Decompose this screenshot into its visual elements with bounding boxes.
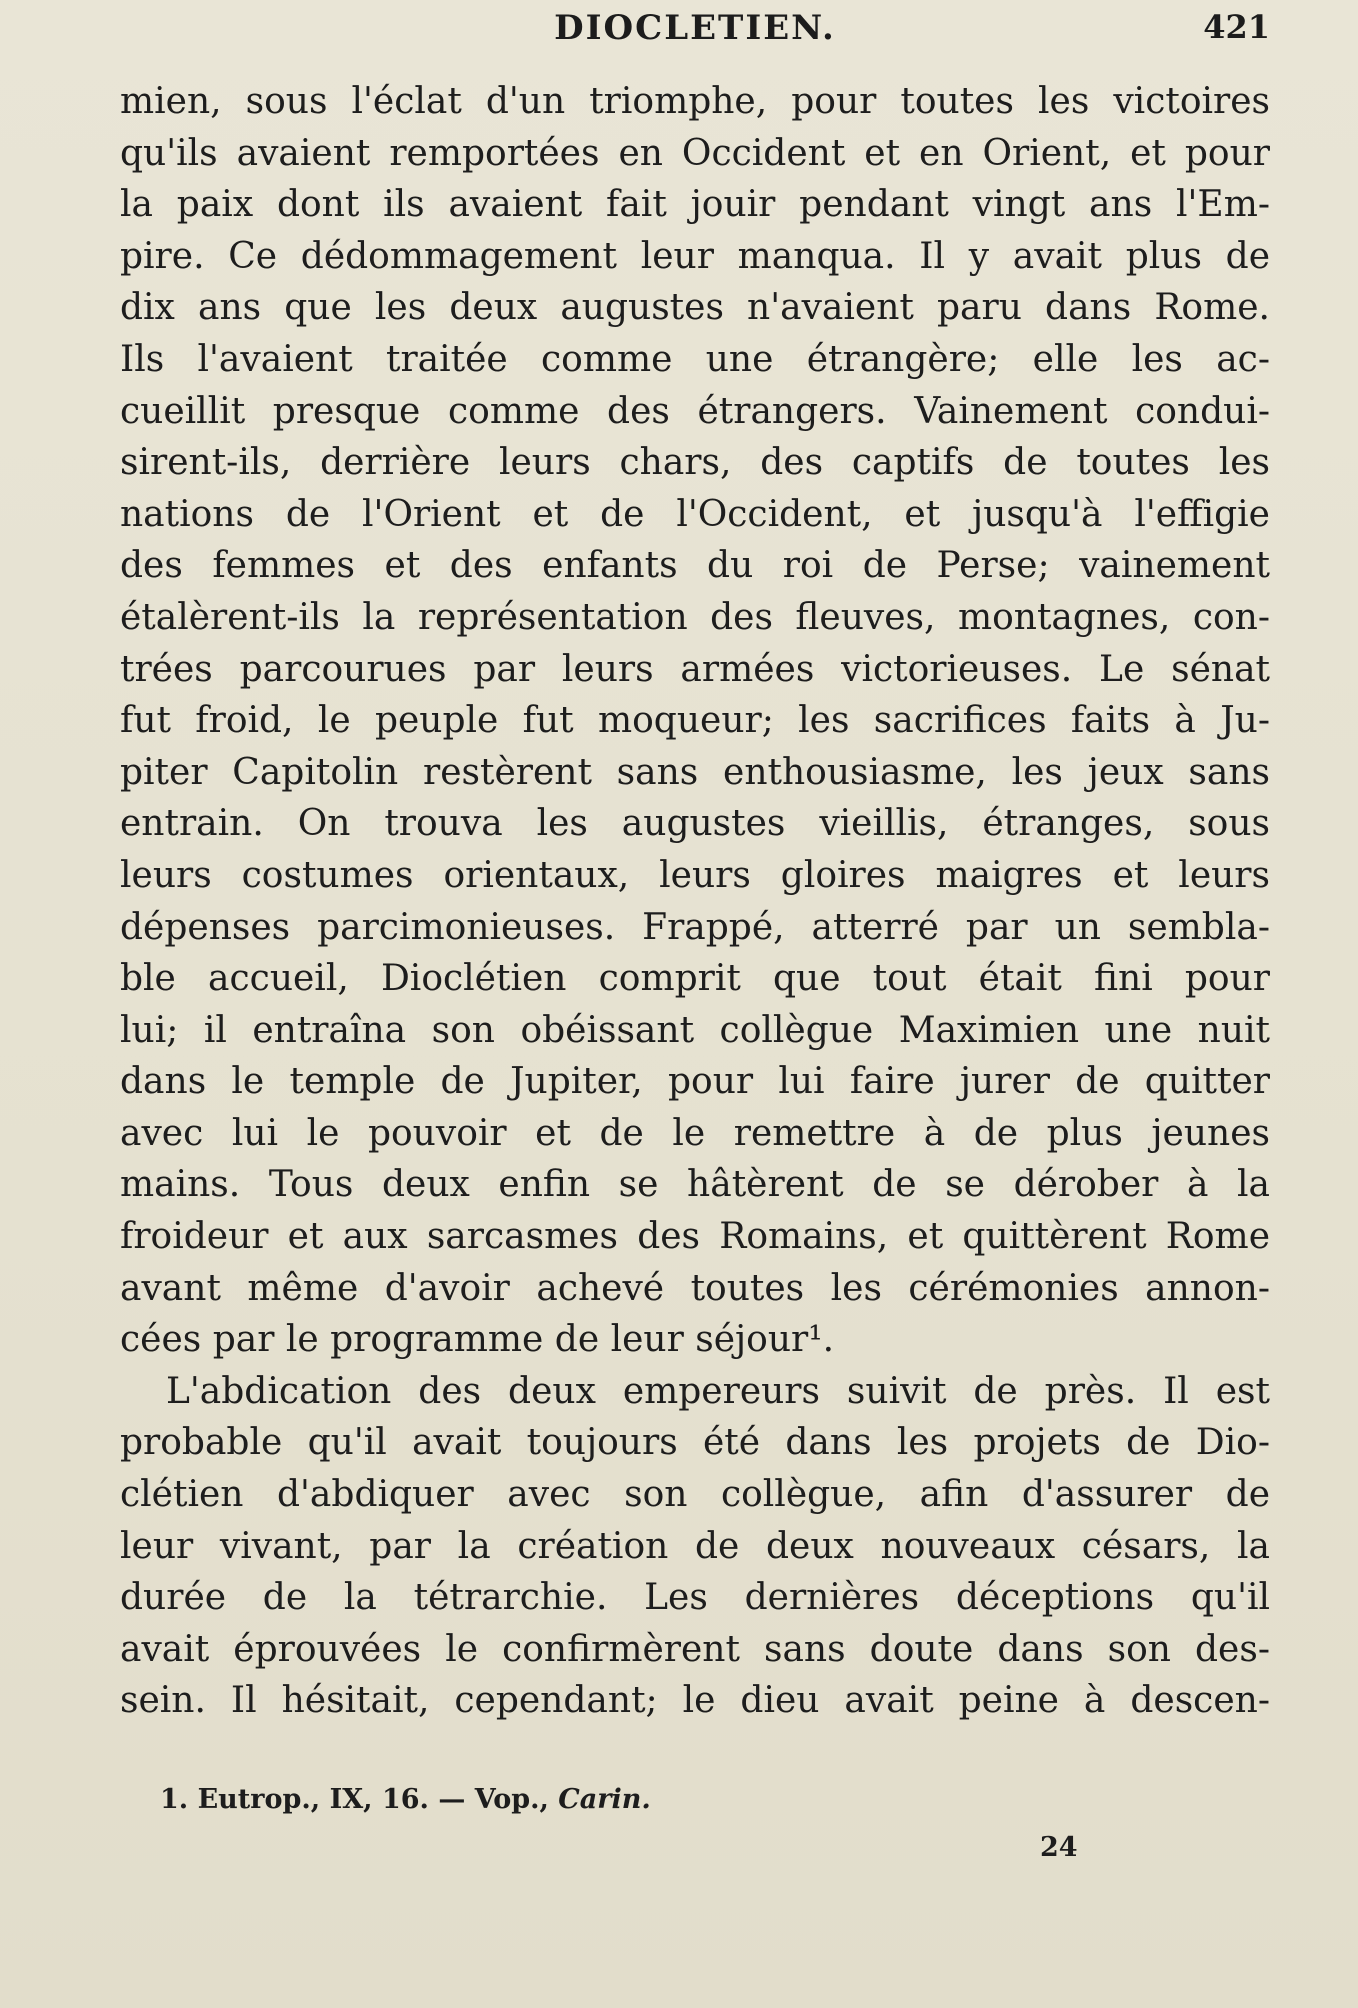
text-line: clétien d'abdiquer avec son collègue, afin d'assurer de xyxy=(120,1474,1270,1516)
text-line: dix ans que les deux augustes n'avaient paru dans Rome. xyxy=(120,287,1270,329)
text-line: avait éprouvées le confirmèrent sans doute dans son des- xyxy=(120,1628,1270,1670)
text-line: lui; il entraîna son obéissant collègue Maximien une nuit xyxy=(120,1009,1270,1051)
text-line: durée de la tétrarchie. Les dernières déceptions qu'il xyxy=(120,1577,1270,1619)
body-text xyxy=(120,76,1270,1727)
text-line: avant même d'avoir achevé toutes les cérémonies annon- xyxy=(120,1267,1270,1309)
text-line: froideur et aux sarcasmes des Romains, et quittèrent Rome xyxy=(120,1216,1270,1258)
footnote xyxy=(160,1784,651,1815)
signature-mark: 24 xyxy=(1040,1832,1078,1863)
text-line: ble accueil, Dioclétien comprit que tout était fini pour xyxy=(120,958,1270,1000)
footnote-reference: 1. Eutrop., IX, 16. — Vop., xyxy=(160,1784,559,1815)
text-line: nations de l'Orient et de l'Occident, et jusqu'à l'effigie xyxy=(120,493,1270,535)
footnote-work-title: Carin. xyxy=(558,1784,651,1815)
running-title: DIOCLETIEN. xyxy=(554,8,836,48)
text-line: mien, sous l'éclat d'un triomphe, pour toutes les victoires xyxy=(120,81,1270,122)
text-line: étalèrent-ils la représentation des fleuves, montagnes, con- xyxy=(120,596,1270,638)
running-head xyxy=(120,8,1270,58)
text-line: fut froid, le peuple fut moqueur; les sacrifices faits à Ju- xyxy=(120,700,1270,742)
text-line: L'abdication des deux empereurs suivit de près. Il est xyxy=(166,1370,1270,1412)
text-line: sein. Il hésitait, cependant; le dieu avait peine à descen- xyxy=(120,1680,1270,1722)
text-line: sirent-ils, derrière leurs chars, des captifs de toutes les xyxy=(120,442,1270,484)
text-line: trées parcourues par leurs armées victorieuses. Le sénat xyxy=(120,648,1270,690)
text-line: leurs costumes orientaux, leurs gloires maigres et leurs xyxy=(120,854,1270,896)
text-line: piter Capitolin restèrent sans enthousiasme, les jeux sans xyxy=(120,751,1270,793)
text-line: avec lui le pouvoir et de le remettre à de plus jeunes xyxy=(120,1112,1270,1154)
text-line: la paix dont ils avaient fait jouir pendant vingt ans l'Em- xyxy=(120,184,1270,226)
text-line: probable qu'il avait toujours été dans les projets de Dio- xyxy=(120,1422,1270,1464)
text-line: Ils l'avaient traitée comme une étrangère; elle les ac- xyxy=(120,338,1270,380)
text-line: dans le temple de Jupiter, pour lui faire jurer de quitter xyxy=(120,1061,1270,1103)
text-line: cueillit presque comme des étrangers. Vainement condui- xyxy=(120,390,1270,432)
text-line: pire. Ce dédommagement leur manqua. Il y avait plus de xyxy=(120,235,1270,277)
text-line: qu'ils avaient remportées en Occident et en Orient, et pour xyxy=(120,132,1270,174)
text-line: dépenses parcimonieuses. Frappé, atterré par un sembla- xyxy=(120,906,1270,948)
text-line: entrain. On trouva les augustes vieillis, étranges, sous xyxy=(120,803,1270,845)
text-line: mains. Tous deux enfin se hâtèrent de se dérober à la xyxy=(120,1164,1270,1206)
text-line: cées par le programme de leur séjour¹. xyxy=(120,1319,835,1361)
text-line: des femmes et des enfants du roi de Perse; vainement xyxy=(120,545,1270,587)
text-line: leur vivant, par la création de deux nouveaux césars, la xyxy=(120,1525,1270,1567)
page-number: 421 xyxy=(1203,8,1270,46)
